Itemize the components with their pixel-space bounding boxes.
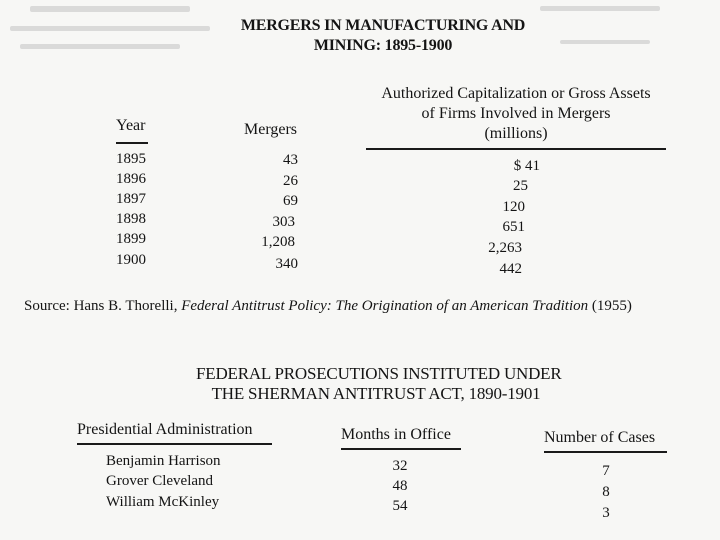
capital-header-line1: Authorized Capitalization or Gross Assets — [381, 85, 651, 102]
months-header-rule — [341, 448, 461, 450]
capital-cell: 651 — [502, 219, 525, 235]
capital-cell: 120 — [502, 199, 525, 215]
months-column-header: Months in Office — [341, 426, 451, 443]
capital-header-line3: (millions) — [484, 125, 548, 142]
year-cell: 1896 — [116, 171, 146, 187]
year-cell: 1898 — [116, 211, 146, 227]
admin-cell: Grover Cleveland — [106, 473, 214, 489]
year-header-rule — [116, 142, 148, 144]
cases-header-rule — [544, 451, 667, 453]
months-cell: 32 — [392, 458, 408, 474]
mergers-cell: 69 — [283, 193, 298, 209]
mergers-cell: 26 — [283, 173, 298, 189]
months-cell: 48 — [392, 478, 408, 494]
mergers-cell: 43 — [283, 152, 298, 168]
cases-column-header: Number of Cases — [544, 429, 656, 446]
admin-column-header: Presidential Administration — [77, 421, 253, 438]
source-suffix: (1955) — [588, 298, 632, 314]
mergers-cell: 340 — [275, 256, 298, 272]
cases-cell: 7 — [602, 463, 610, 479]
bleed-through-texture — [0, 0, 720, 70]
source-prefix: Source: Hans B. Thorelli, — [24, 298, 182, 314]
year-cell: 1897 — [116, 191, 146, 207]
cases-cell: 3 — [602, 505, 610, 521]
mergers-column-header: Mergers — [244, 121, 298, 138]
mergers-cell: 303 — [272, 214, 295, 230]
capital-header-line2: of Firms Involved in Mergers — [421, 105, 611, 122]
table1-title-line1: MERGERS IN MANUFACTURING AND — [240, 17, 526, 34]
year-column-header: Year — [116, 117, 146, 134]
source-book-title: Federal Antitrust Policy: The Origination of an American Tradition — [181, 298, 589, 314]
year-cell: 1899 — [116, 231, 146, 247]
cases-cell: 8 — [602, 484, 610, 500]
mergers-cell: 1,208 — [261, 234, 295, 250]
months-cell: 54 — [392, 498, 408, 514]
admin-header-rule — [77, 443, 272, 445]
capital-cell: 25 — [513, 178, 528, 194]
admin-cell: Benjamin Harrison — [106, 453, 221, 469]
table1-title-line2: MINING: 1895-1900 — [313, 37, 453, 54]
capital-header-rule — [366, 148, 666, 150]
capital-cell: 442 — [499, 261, 522, 277]
table2-title-line1: FEDERAL PROSECUTIONS INSTITUTED UNDER — [196, 364, 562, 383]
admin-cell: William McKinley — [106, 494, 220, 510]
year-cell: 1900 — [116, 252, 146, 268]
year-cell: 1895 — [116, 151, 146, 167]
capital-cell: 2,263 — [488, 240, 522, 256]
source-citation — [24, 298, 632, 315]
capital-cell: $ 41 — [513, 158, 540, 174]
table2-title-line2: THE SHERMAN ANTITRUST ACT, 1890-1901 — [211, 384, 541, 403]
